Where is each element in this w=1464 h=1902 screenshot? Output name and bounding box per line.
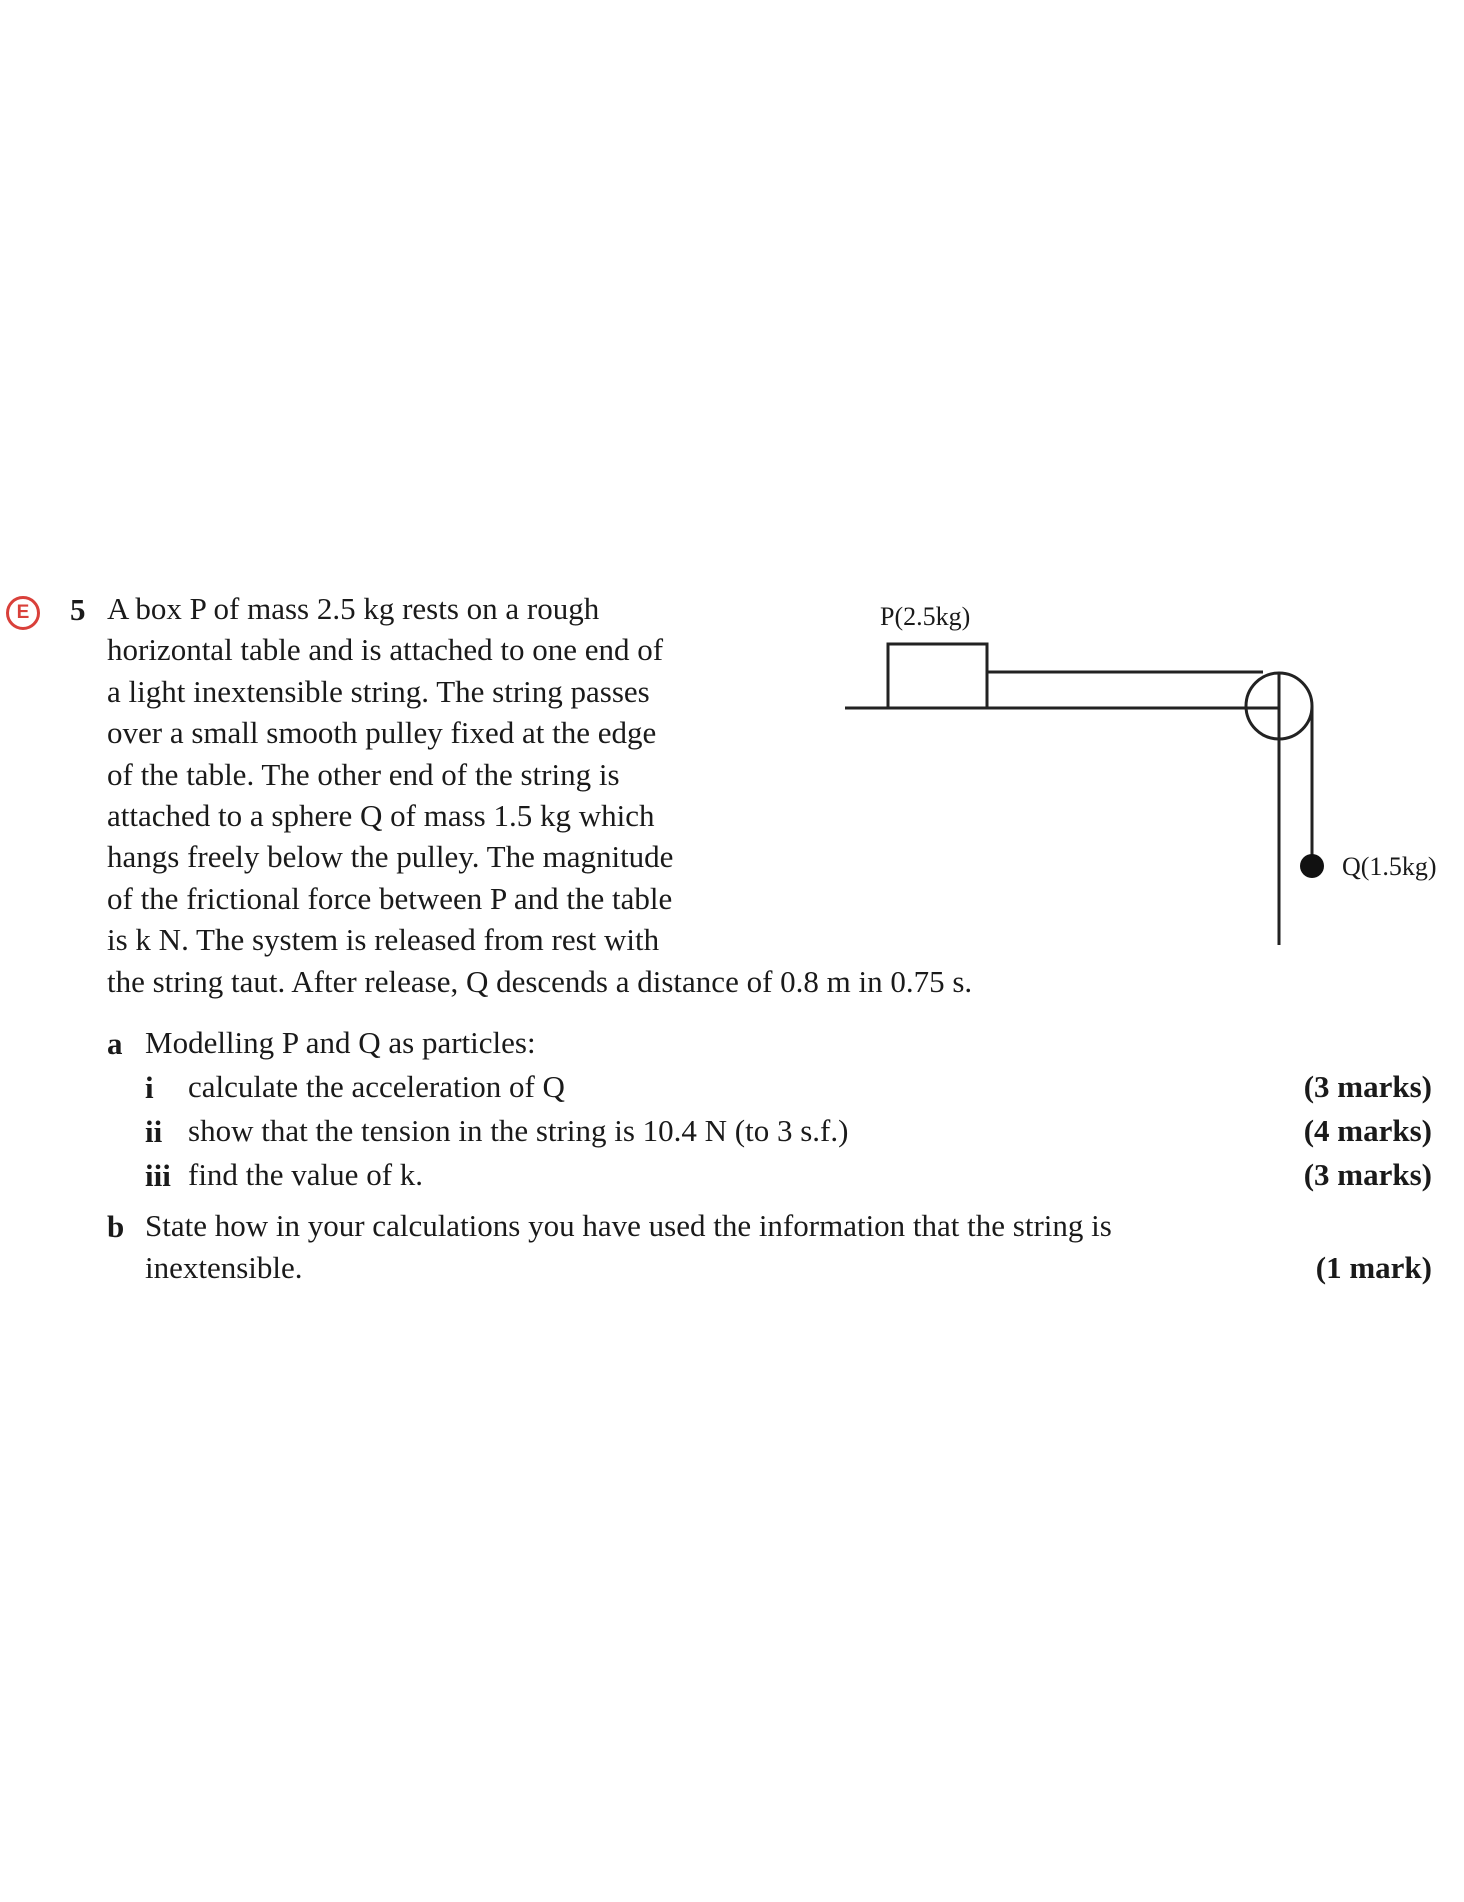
subpart-text: find the value of k. bbox=[188, 1157, 424, 1192]
part-b-text: State how in your calculations you have used the information that the string is bbox=[145, 1208, 1112, 1243]
stem-line: horizontal table and is attached to one end of bbox=[107, 632, 664, 668]
stem-line: over a small smooth pulley fixed at the edge bbox=[107, 715, 657, 751]
subpart-label: i bbox=[145, 1070, 154, 1105]
subpart-label: iii bbox=[145, 1158, 171, 1193]
part-a-text: Modelling P and Q as particles: bbox=[145, 1025, 536, 1060]
exercise-badge: E bbox=[6, 596, 40, 630]
marks-value: (4 marks) bbox=[1303, 1113, 1432, 1148]
stem-line: the string taut. After release, Q descends a distance of 0.8 m in 0.75 s. bbox=[107, 963, 973, 999]
subpart-text: calculate the acceleration of Q bbox=[188, 1069, 565, 1104]
stem-line: is k N. The system is released from rest with bbox=[107, 922, 660, 958]
sphere-q bbox=[1300, 854, 1324, 878]
stem-line: of the frictional force between P and the table bbox=[107, 880, 673, 916]
box-p bbox=[888, 644, 987, 708]
part-b-label: b bbox=[107, 1209, 125, 1244]
stem-line: a light inextensible string. The string passes bbox=[107, 673, 650, 709]
part-b-text-continued: inextensible. bbox=[145, 1250, 303, 1285]
marks-value: (3 marks) bbox=[1303, 1157, 1432, 1192]
stem-line: of the table. The other end of the string is bbox=[107, 756, 620, 792]
question-number: 5 bbox=[70, 592, 86, 627]
label-q: Q(1.5kg) bbox=[1342, 852, 1437, 881]
stem-line: hangs freely below the pulley. The magnitude bbox=[107, 839, 674, 875]
subpart-label: ii bbox=[145, 1114, 163, 1149]
part-a-label: a bbox=[107, 1026, 123, 1061]
stem-line: A box P of mass 2.5 kg rests on a rough bbox=[107, 591, 600, 626]
label-p: P(2.5kg) bbox=[880, 602, 971, 631]
marks-value: (1 mark) bbox=[1315, 1250, 1432, 1285]
marks-value: (3 marks) bbox=[1303, 1069, 1432, 1104]
subpart-text: show that the tension in the string is 10.4 N (to 3 s.f.) bbox=[188, 1113, 849, 1148]
stem-line: attached to a sphere Q of mass 1.5 kg which bbox=[107, 798, 655, 834]
